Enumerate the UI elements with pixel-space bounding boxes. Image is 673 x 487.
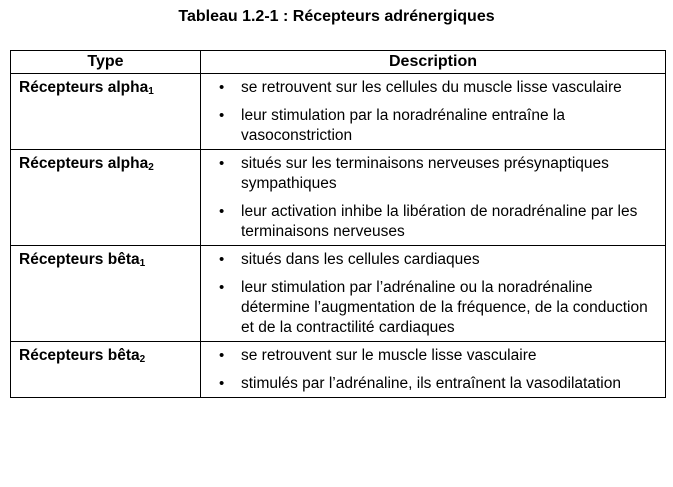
type-subscript: 1	[148, 86, 154, 97]
list-item	[215, 78, 657, 98]
bullet-icon: •	[219, 107, 225, 124]
description-cell	[201, 246, 666, 342]
table-row	[11, 246, 666, 342]
bullet-icon: •	[219, 279, 225, 296]
bullet-icon: •	[219, 79, 225, 96]
bullet-icon: •	[219, 347, 225, 364]
item-text: leur activation inhibe la libération de noradrénaline par les terminaisons nerveuses	[241, 203, 638, 240]
type-subscript: 2	[148, 162, 154, 173]
item-text: stimulés par l’adrénaline, ils entraînent la vasodilatation	[241, 375, 621, 392]
type-subscript: 2	[139, 354, 146, 365]
header-description: Description	[201, 51, 666, 74]
item-text: situés dans les cellules cardiaques	[241, 251, 480, 268]
type-label: Récepteurs bêta	[19, 347, 140, 364]
bullet-icon: •	[219, 251, 225, 268]
receptors-table	[10, 50, 666, 398]
list-item	[215, 250, 657, 270]
bullet-icon: •	[219, 203, 225, 220]
table-row	[11, 342, 666, 398]
type-label: Récepteurs alpha	[19, 79, 149, 96]
description-cell	[201, 74, 666, 150]
type-cell	[11, 342, 201, 398]
item-text: leur stimulation par la noradrénaline entraîne la vasoconstriction	[241, 107, 565, 144]
type-cell	[11, 246, 201, 342]
item-text: se retrouvent sur le muscle lisse vasculaire	[241, 347, 537, 364]
type-cell	[11, 150, 201, 246]
type-label: Récepteurs alpha	[19, 155, 149, 172]
list-item	[215, 374, 657, 394]
description-cell	[201, 150, 666, 246]
list-item	[215, 154, 657, 194]
type-label: Récepteurs bêta	[19, 251, 140, 268]
bullet-icon: •	[219, 375, 225, 392]
list-item	[215, 346, 657, 366]
type-cell	[11, 74, 201, 150]
description-cell	[201, 342, 666, 398]
header-row	[11, 51, 666, 74]
list-item	[215, 278, 657, 338]
header-type: Type	[11, 51, 201, 74]
table-row	[11, 74, 666, 150]
item-text: se retrouvent sur les cellules du muscle lisse vasculaire	[241, 79, 622, 96]
item-text: situés sur les terminaisons nerveuses présynaptiques sympathiques	[241, 155, 609, 192]
list-item	[215, 202, 657, 242]
list-item	[215, 106, 657, 146]
type-subscript: 1	[139, 258, 146, 269]
table-row	[11, 150, 666, 246]
bullet-icon: •	[219, 155, 225, 172]
item-text: leur stimulation par l’adrénaline ou la noradrénaline détermine l’augmentation de la fréquence, de la conduction et de la contractilité cardiaques	[241, 279, 648, 336]
table-title: Tableau 1.2-1 : Récepteurs adrénergiques	[178, 8, 495, 25]
